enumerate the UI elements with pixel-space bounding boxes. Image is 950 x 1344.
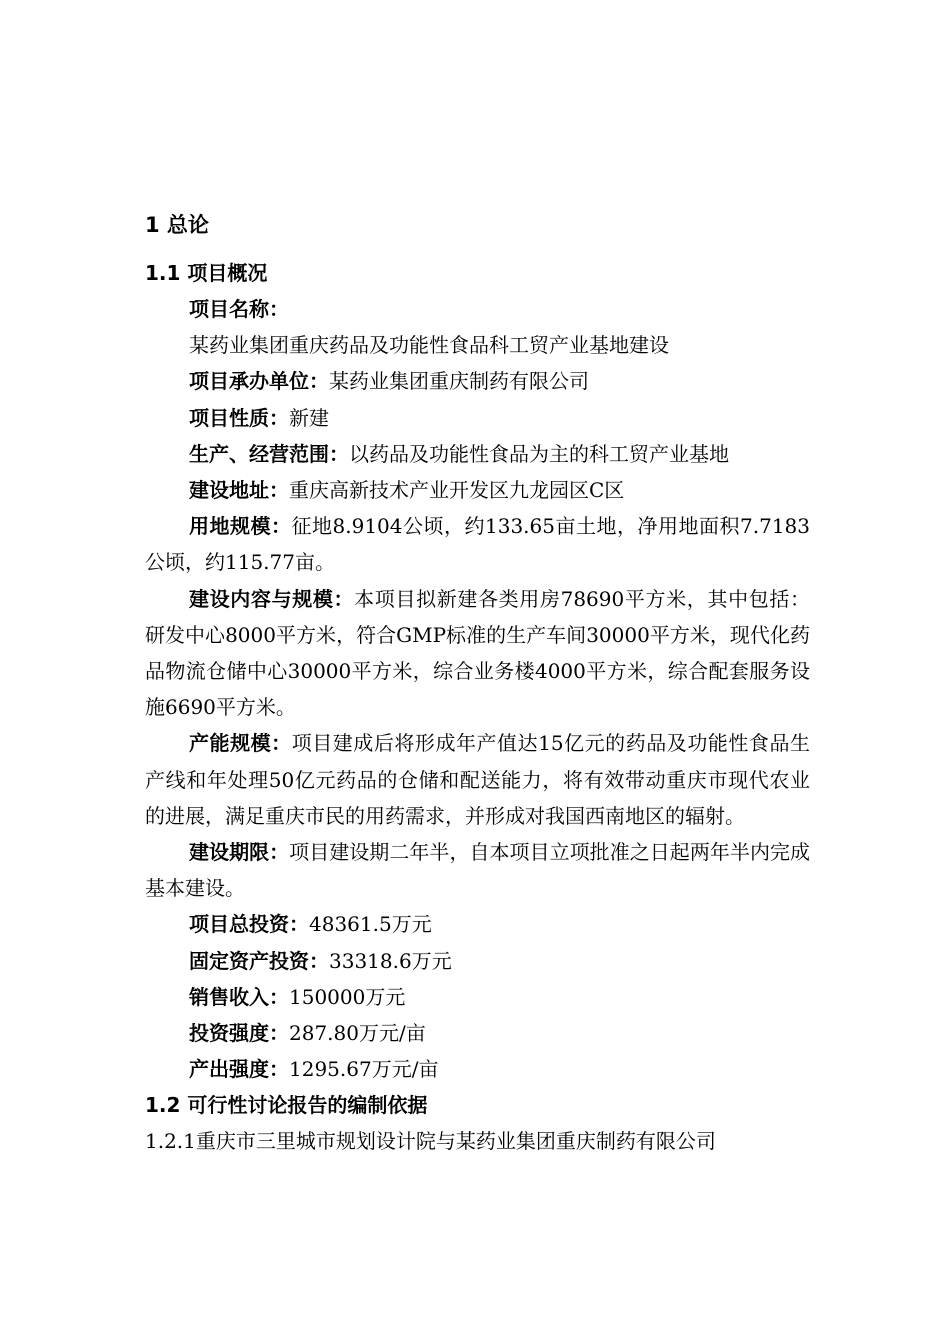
investment-intensity-value: 287.80万元/亩 (289, 1021, 426, 1046)
period-label: 建设期限： (189, 840, 290, 865)
section-heading-1-2: 1.2 可行性讨论报告的编制依据 (145, 1093, 428, 1118)
investment-intensity-line (145, 1015, 810, 1051)
project-name-value: 某药业集团重庆药品及功能性食品科工贸产业基地建设 (189, 333, 669, 358)
project-name-value-line (145, 327, 810, 363)
construction-content-label: 建设内容与规模： (189, 586, 355, 611)
document-body (145, 205, 810, 1160)
section-heading-1-1: 1.1 项目概况 (145, 261, 268, 285)
project-nature-value: 新建 (289, 405, 329, 430)
business-scope-line (145, 436, 810, 472)
address-value: 重庆高新技术产业开发区九龙园区C区 (289, 478, 625, 503)
capacity-value: 项目建成后将形成年产值达15亿元的药品及功能性食品生产线和年处理50亿元药品的仓储和配送能力，将有效带动重庆市现代农业的进展，满足重庆市民的用药需求，并形成对我国西南地区的辐射。 (145, 731, 811, 828)
land-scale-label: 用地规模： (189, 514, 292, 539)
sales-label: 销售收入： (189, 984, 289, 1009)
land-scale-paragraph (145, 508, 810, 580)
investment-intensity-label: 投资强度： (189, 1021, 289, 1046)
land-scale-value: 征地8.9104公顷，约133.65亩土地，净用地面积7.7183公顷，约115.77亩。 (145, 514, 810, 575)
period-paragraph (145, 834, 810, 906)
business-scope-label: 生产、经营范围： (189, 441, 349, 466)
project-unit-label: 项目承办单位： (189, 369, 329, 394)
sales-value: 150000万元 (289, 984, 406, 1009)
output-intensity-line (145, 1051, 810, 1087)
sales-line (145, 979, 810, 1015)
address-label: 建设地址： (189, 478, 289, 503)
fixed-investment-line (145, 943, 810, 979)
period-value: 项目建设期二年半，自本项目立项批准之日起两年半内完成基本建设。 (145, 840, 811, 901)
project-nature-label: 项目性质： (189, 405, 289, 430)
project-nature-line (145, 400, 810, 436)
total-investment-label: 项目总投资： (189, 912, 309, 937)
construction-content-paragraph (145, 581, 810, 726)
project-unit-line (145, 363, 810, 399)
fixed-investment-label: 固定资产投资： (189, 948, 329, 973)
capacity-label: 产能规模： (189, 731, 292, 756)
chapter-heading: 1 总论 (145, 213, 209, 237)
address-line (145, 472, 810, 508)
construction-content-value: 本项目拟新建各类用房78690平方米，其中包括：研发中心8000平方米，符合GMP标准的生产车间30000平方米，现代化药品物流仓储中心30000平方米，综合业务楼4000平方米，综合配套服务设施6690平方米。 (145, 586, 811, 720)
capacity-paragraph (145, 725, 810, 834)
project-name-label: 项目名称： (189, 297, 289, 321)
basis-1-line: 1.2.1重庆市三里城市规划设计院与某药业集团重庆制药有限公司 (145, 1129, 716, 1154)
total-investment-line (145, 906, 810, 942)
total-investment-value: 48361.5万元 (309, 912, 432, 937)
fixed-investment-value: 33318.6万元 (329, 948, 452, 973)
business-scope-value: 以药品及功能性食品为主的科工贸产业基地 (349, 441, 729, 466)
output-intensity-label: 产出强度： (189, 1057, 289, 1082)
output-intensity-value: 1295.67万元/亩 (289, 1057, 439, 1082)
project-unit-value: 某药业集团重庆制药有限公司 (329, 369, 589, 394)
project-name-label-line (145, 291, 810, 327)
